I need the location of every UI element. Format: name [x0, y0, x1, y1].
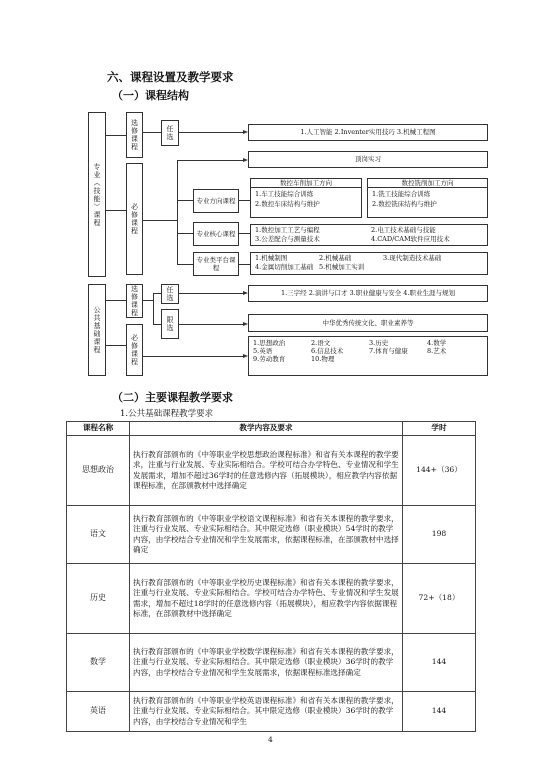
course-requirements-table [66, 421, 476, 732]
prof-any-elective-box: 任选 [161, 120, 179, 146]
course-hours: 198 [403, 506, 476, 564]
internship-box: 顶岗实习 [248, 151, 488, 168]
public-required-item-1: 1.思想政治 [253, 339, 286, 347]
table-row [67, 506, 476, 564]
course-name: 数学 [67, 634, 130, 692]
course-name: 语文 [67, 506, 130, 564]
platform-course-items [250, 252, 488, 275]
public-elective-items: 1.三字经 2.演讲与口才 3.职业健康与安全 4.职业生涯与规划 [248, 285, 488, 302]
prof-elective-box: 选修课程 [126, 112, 143, 158]
platform-course-box: 专业类平台课程 [193, 252, 239, 276]
milling-item-2: 2.数控铣床结构与维护 [372, 200, 437, 209]
public-required-item-3: 3.历史 [369, 339, 389, 347]
table-header-row [67, 422, 476, 436]
course-hours: 72+（18） [403, 564, 476, 634]
platform-item-2: 2.机械基础 [319, 254, 352, 262]
subsection-course-structure: （一）课程结构 [112, 89, 189, 102]
public-required-item-7: 7.体育与健康 [369, 347, 408, 356]
milling-direction-box [367, 178, 488, 218]
platform-item-1: 1.机械制图 [255, 254, 288, 262]
direction-course-box: 专业方向课程 [193, 189, 239, 213]
turning-direction-box [250, 178, 362, 218]
core-item-2: 2.电工技术基础与技能 [371, 226, 436, 234]
public-required-items [248, 336, 488, 376]
course-hours: 144+（36） [403, 436, 476, 506]
table-row [67, 634, 476, 692]
course-content: 执行教育部颁布的《中等职业学校历史课程标准》和省有关本课程的教学要求，注重与行业发展、专业实际相结合。学校可结合办学特色、专业情况和学生发展需求，增加不超过18学时的任意选修内容（拓展模块），相应教学内容依据课程标准，在部颁教材中选择确定 [130, 564, 403, 634]
platform-item-5: 5.机械加工实训 [319, 263, 365, 272]
course-name: 思想政治 [67, 436, 130, 506]
core-course-items [250, 224, 488, 246]
course-content: 执行教育部颁布的《中等职业学校思想政治课程标准》和省有关本课程的教学要求，注重与行业发展、专业实际相结合。学校可结合办学特色、专业情况和学生发展需求，增加不超过36学时的任意选修内容（拓展模块），相应教学内容依据课程标准，在部颁教材中选择确定 [130, 436, 403, 506]
core-course-box: 专业核心课程 [193, 222, 239, 246]
header-course-name: 课程名称 [67, 422, 130, 436]
public-limited-elective-item: 中华优秀传统文化、职业素养等 [248, 314, 488, 332]
public-elective-box: 选修课程 [126, 284, 143, 318]
milling-item-1: 1.铣工技能综合训练 [372, 190, 431, 199]
core-item-1: 1.数控加工工艺与编程 [255, 226, 320, 234]
prof-elective-items: 1.人工智能 2.Inventer实用技巧 3.机械工程图 [248, 124, 488, 141]
header-content: 教学内容及要求 [130, 422, 403, 436]
turning-item-2: 2.数控车床结构与维护 [255, 200, 320, 209]
subsection-main-requirements: （二）主要课程教学要求 [112, 391, 233, 404]
turning-item-1: 1.车工技能综合训练 [255, 190, 314, 199]
public-course-requirements-heading: 1.公共基础课程教学要求 [120, 409, 214, 419]
course-content: 执行教育部颁布的《中等职业学校数学课程标准》和省有关本课程的教学要求，注重与行业发展、专业实际相结合。其中限定选修（职业模块）36学时的教学内容，由学校结合专业情况和学生发展需求，依据课程标准选择确定 [130, 634, 403, 692]
core-item-3: 3.公差配合与测量技术 [255, 235, 320, 244]
header-hours: 学时 [403, 422, 476, 436]
table-row [67, 564, 476, 634]
course-content: 执行教育部颁布的《中等职业学校语文课程标准》和省有关本课程的教学要求，注重与行业发展、专业实际相结合。其中限定选修（职业模块）54学时的教学内容，由学校结合专业情况和学生发展需求，依据课程标准，在部颁教材中选择确定 [130, 506, 403, 564]
page-number: 4 [268, 735, 273, 744]
public-required-item-9: 9.劳动教育 [253, 355, 286, 364]
public-required-box: 必修课程 [126, 324, 143, 376]
public-required-item-2: 2.语文 [311, 339, 331, 347]
platform-item-4: 4.金属切削加工基础 [255, 263, 314, 272]
turning-title: 数控车削加工方向 [251, 179, 361, 188]
platform-item-3: 3.现代制造技术基础 [383, 254, 442, 262]
course-name: 历史 [67, 564, 130, 634]
table-row [67, 692, 476, 732]
public-required-item-10: 10.物理 [311, 355, 335, 364]
core-item-4: 4.CAD/CAM软件应用技术 [371, 235, 450, 244]
course-hours: 144 [403, 692, 476, 732]
public-required-item-8: 8.艺术 [427, 347, 447, 356]
table-row [67, 436, 476, 506]
public-any-elective-box: 任选 [161, 284, 179, 304]
section-title: 六、课程设置及教学要求 [107, 70, 234, 84]
public-required-item-4: 4.数学 [427, 339, 447, 347]
prof-required-box: 必修课程 [126, 163, 143, 275]
public-limited-elective-box: 限选 [161, 309, 179, 339]
course-hours: 144 [403, 634, 476, 692]
course-content: 执行教育部颁布的《中等职业学校英语课程标准》和省有关本课程的教学要求，注重与行业发展、专业实际相结合。其中限定选修（职业模块）36学时的教学内容，由学校结合专业情况和学生 [130, 692, 403, 732]
public-required-item-6: 6.信息技术 [311, 347, 344, 356]
public-course-box: 公共基础课程 [88, 284, 106, 376]
prof-course-box: 专业（技能）课程 [88, 112, 106, 277]
course-name: 英语 [67, 692, 130, 732]
milling-title: 数控铣削加工方向 [368, 179, 487, 188]
public-required-item-5: 5.英语 [253, 347, 273, 356]
